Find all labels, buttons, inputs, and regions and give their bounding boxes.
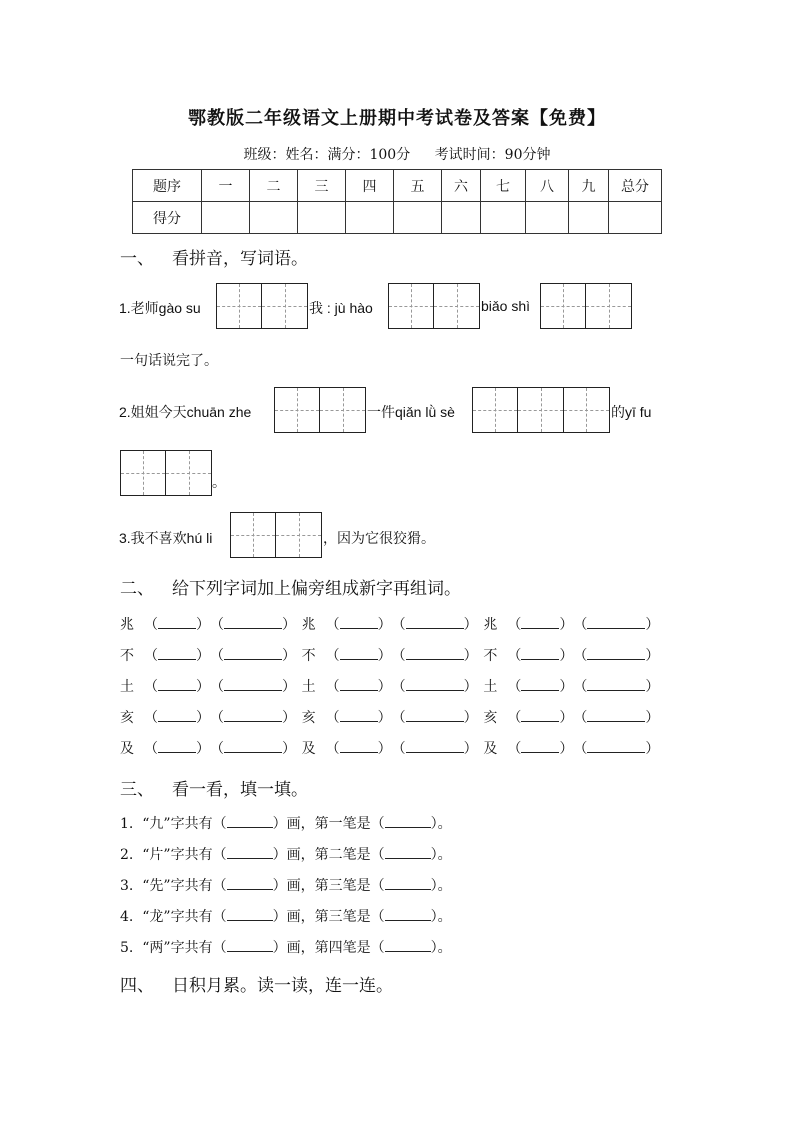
word-blank[interactable] [587,614,645,629]
q2-mid2: 的yī fu [611,404,652,420]
table-header: 八 [526,170,569,202]
paren-open: （ [325,679,340,695]
table-header: 题序 [133,170,202,202]
word-blank[interactable] [406,707,464,722]
paren-open: （ [391,617,406,633]
table-row-label: 得分 [133,202,202,234]
score-cell[interactable] [481,202,526,234]
section-3-heading: 三、 看一看，填一填。 [120,780,308,800]
question-char: “两” [142,940,171,956]
new-char-blank[interactable] [521,614,559,629]
writing-grid[interactable] [120,450,212,496]
score-table [132,169,662,234]
new-char-blank[interactable] [158,707,196,722]
paren-open: （ [391,710,406,726]
stroke-count-blank[interactable] [227,937,273,952]
new-char-blank[interactable] [340,707,378,722]
table-header: 六 [442,170,481,202]
word-blank[interactable] [587,738,645,753]
stroke-question: 3. “先”字共有（ ）画，第三笔是（ ）。 [120,875,452,895]
stroke-question: 5. “两”字共有（ ）画，第四笔是（ ）。 [120,937,452,957]
radical-row [120,614,665,634]
writing-grid[interactable] [540,283,632,329]
q3-tail: ，因为它很狡猾。 [323,530,435,546]
paren-open: （ [325,617,340,633]
stroke-name-blank[interactable] [385,875,431,890]
base-char: 兆 [483,617,498,633]
question-char: “九” [142,816,171,832]
time-label: 考试时间：90分钟 [434,147,551,163]
paren-open: （ [144,617,158,633]
paren-close: ） [196,679,210,695]
word-blank[interactable] [587,645,645,660]
base-char: 不 [120,648,134,664]
new-char-blank[interactable] [158,676,196,691]
radical-row [120,645,665,665]
new-char-blank[interactable] [158,645,196,660]
question-number: 5. [120,940,134,956]
paren-open: （ [325,648,340,664]
score-cell[interactable] [250,202,298,234]
new-char-blank[interactable] [158,738,196,753]
new-char-blank[interactable] [340,676,378,691]
paren-close: ） [196,648,210,664]
writing-grid[interactable] [274,387,366,433]
stroke-count-blank[interactable] [227,875,273,890]
new-char-blank[interactable] [340,614,378,629]
stroke-question: 1. “九”字共有（ ）画，第一笔是（ ）。 [120,813,452,833]
q1-mid2: biǎo shì [481,298,531,314]
base-char: 兆 [120,617,134,633]
table-header: 一 [202,170,250,202]
paren-close: ） [559,741,574,757]
paren-open: （ [507,741,522,757]
word-blank[interactable] [406,645,464,660]
question-number: 2. [120,847,134,863]
score-cell[interactable] [394,202,442,234]
paren-open: （ [573,741,588,757]
paren-open: （ [507,679,522,695]
word-blank[interactable] [406,676,464,691]
score-cell[interactable] [202,202,250,234]
paren-open: （ [210,648,224,664]
word-blank[interactable] [406,614,464,629]
base-char: 及 [301,741,316,757]
base-char: 土 [301,679,316,695]
base-char: 兆 [301,617,316,633]
stroke-question: 4. “龙”字共有（ ）画，第三笔是（ ）。 [120,906,452,926]
paren-open: （ [144,710,158,726]
paren-open: （ [210,741,224,757]
paren-open: （ [507,617,522,633]
paren-close: ） [463,679,478,695]
paren-close: ） [196,741,210,757]
writing-grid[interactable] [472,387,610,433]
section-4-heading: 四、 日积月累。读一读，连一连。 [120,976,393,996]
question-number: 3. [120,878,134,894]
paren-close: ） [559,679,574,695]
table-header: 四 [346,170,394,202]
radical-row [120,707,665,727]
paren-open: （ [573,617,588,633]
stroke-count-blank[interactable] [227,813,273,828]
radical-row [120,738,665,758]
score-cell[interactable] [442,202,481,234]
radical-row [120,676,665,696]
word-blank[interactable] [224,738,282,753]
table-header: 五 [394,170,442,202]
section-1-heading: 一、 看拼音，写词语。 [120,249,308,269]
base-char: 亥 [483,710,498,726]
paren-close: ） [377,710,392,726]
stroke-count-blank[interactable] [227,844,273,859]
paren-close: ） [377,679,392,695]
paren-open: （ [391,648,406,664]
new-char-blank[interactable] [521,676,559,691]
paren-close: ） [463,741,478,757]
paren-close: ） [377,741,392,757]
paren-close: ） [196,710,210,726]
table-header: 三 [298,170,346,202]
paren-close: ） [463,710,478,726]
section-2-heading: 二、 给下列字词加上偏旁组成新字再组词。 [120,579,461,599]
stroke-name-blank[interactable] [385,813,431,828]
score-cell[interactable] [569,202,609,234]
stroke-question: 2. “片”字共有（ ）画，第二笔是（ ）。 [120,844,452,864]
table-header: 七 [481,170,526,202]
question-number: 4. [120,909,134,925]
base-char: 不 [483,648,498,664]
paren-open: （ [210,617,224,633]
q2-end: 。 [212,474,226,490]
q2-prefix: 2.姐姐今天chuān zhe [119,404,252,420]
word-blank[interactable] [406,738,464,753]
paren-open: （ [573,710,588,726]
q1-prefix: 1.老师gào su [119,300,201,316]
writing-grid[interactable] [388,283,480,329]
q1-mid1: 我 : jù hào [309,300,373,316]
paren-close: ） [559,648,574,664]
stroke-name-blank[interactable] [385,844,431,859]
q1-tail: 一句话说完了。 [120,352,218,368]
paren-close: ） [645,679,660,695]
word-blank[interactable] [224,614,282,629]
paren-close: ） [645,741,660,757]
base-char: 土 [120,679,134,695]
q3-prefix: 3.我不喜欢hú li [119,530,213,546]
paren-close: ） [282,679,296,695]
word-blank[interactable] [587,707,645,722]
stroke-name-blank[interactable] [385,906,431,921]
paren-open: （ [391,741,406,757]
paren-close: ） [282,617,296,633]
paren-close: ） [282,648,296,664]
page-title: 鄂教版二年级语文上册期中考试卷及答案【免费】 [188,108,606,129]
new-char-blank[interactable] [521,645,559,660]
score-table-row [133,202,662,234]
q2-mid1: 一件qiǎn lǜ sè [367,404,455,420]
paren-close: ） [463,648,478,664]
new-char-blank[interactable] [158,614,196,629]
paren-open: （ [144,679,158,695]
paren-open: （ [573,648,588,664]
base-char: 土 [483,679,498,695]
score-cell[interactable] [346,202,394,234]
exam-info [0,144,794,164]
stroke-count-blank[interactable] [227,906,273,921]
word-blank[interactable] [224,645,282,660]
writing-grid[interactable] [216,283,308,329]
new-char-blank[interactable] [340,738,378,753]
paren-close: ） [645,710,660,726]
new-char-blank[interactable] [340,645,378,660]
question-char: “片” [142,847,171,863]
word-blank[interactable] [224,707,282,722]
paren-close: ） [282,741,296,757]
paren-close: ） [645,648,660,664]
question-number: 1. [120,816,134,832]
score-table-header-row [133,170,662,202]
paren-open: （ [210,710,224,726]
new-char-blank[interactable] [521,707,559,722]
question-char: “龙” [142,909,171,925]
score-cell[interactable] [298,202,346,234]
paren-open: （ [507,710,522,726]
table-header: 二 [250,170,298,202]
stroke-name-blank[interactable] [385,937,431,952]
score-cell[interactable] [609,202,662,234]
paren-open: （ [573,679,588,695]
paren-close: ） [559,710,574,726]
paren-open: （ [325,710,340,726]
paren-close: ） [559,617,574,633]
table-header: 九 [569,170,609,202]
writing-grid[interactable] [230,512,322,558]
base-char: 亥 [301,710,316,726]
paren-close: ） [377,648,392,664]
base-char: 及 [483,741,498,757]
table-header: 总分 [609,170,662,202]
paren-close: ） [463,617,478,633]
paren-open: （ [391,679,406,695]
paren-open: （ [507,648,522,664]
paren-open: （ [325,741,340,757]
base-char: 及 [120,741,134,757]
word-blank[interactable] [587,676,645,691]
paren-open: （ [144,741,158,757]
paren-close: ） [377,617,392,633]
class-label: 班级：姓名：满分：100分 [243,147,411,163]
paren-close: ） [645,617,660,633]
new-char-blank[interactable] [521,738,559,753]
base-char: 不 [301,648,316,664]
paren-open: （ [144,648,158,664]
paren-close: ） [282,710,296,726]
base-char: 亥 [120,710,134,726]
paren-close: ） [196,617,210,633]
question-char: “先” [142,878,171,894]
paren-open: （ [210,679,224,695]
score-cell[interactable] [526,202,569,234]
word-blank[interactable] [224,676,282,691]
